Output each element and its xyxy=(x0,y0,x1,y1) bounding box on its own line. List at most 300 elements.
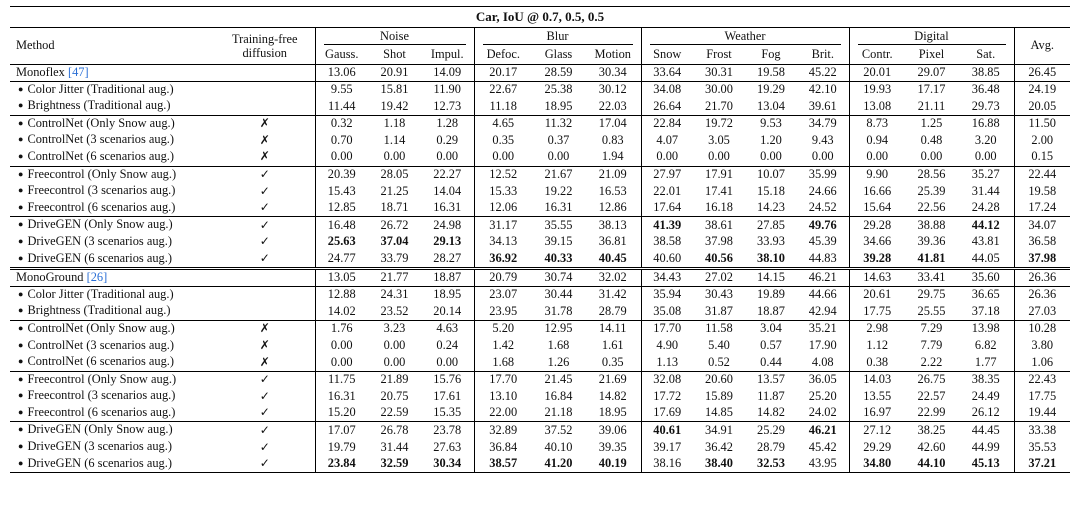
value-cell: 1.94 xyxy=(601,149,624,164)
value-cell: 9.90 xyxy=(849,166,905,183)
value-cell: 27.02 xyxy=(693,269,745,287)
value-cell: 21.09 xyxy=(585,166,641,183)
value-cell: 32.59 xyxy=(368,456,421,473)
value-cell: 2.98 xyxy=(849,320,905,337)
value-cell: 13.04 xyxy=(757,98,785,113)
value-cell: 41.20 xyxy=(532,456,585,473)
value-cell: 17.41 xyxy=(705,183,733,198)
value-cell: 36.65 xyxy=(958,286,1014,303)
value-cell: 29.28 xyxy=(849,217,905,234)
value-cell: 18.95 xyxy=(421,286,474,303)
value-cell: 0.35 xyxy=(474,132,532,149)
value-cell: 30.12 xyxy=(585,81,641,98)
bullet-icon: ● xyxy=(18,356,24,367)
column-header: Motion xyxy=(585,46,641,65)
value-cell: 31.78 xyxy=(544,303,573,318)
value-cell: 34.43 xyxy=(641,269,693,287)
method-name xyxy=(10,132,215,149)
base-method-row xyxy=(10,269,1070,287)
value-cell: 38.61 xyxy=(693,217,745,234)
table-row xyxy=(10,217,1070,234)
value-cell: 42.94 xyxy=(808,303,837,318)
value-cell: 35.99 xyxy=(797,166,849,183)
value-cell: 28.56 xyxy=(905,166,958,183)
bullet-icon: ● xyxy=(18,235,24,246)
cross-icon: ✗ xyxy=(259,149,270,164)
method-name xyxy=(10,371,215,388)
value-cell: 27.63 xyxy=(433,439,462,454)
bullet-icon: ● xyxy=(18,339,24,350)
value-cell: 22.56 xyxy=(917,200,946,215)
value-cell: 31.87 xyxy=(705,303,733,318)
value-cell: 5.20 xyxy=(474,320,532,337)
value-cell: 33.41 xyxy=(905,269,958,287)
value-cell: 22.44 xyxy=(1014,166,1070,183)
table-row xyxy=(10,320,1070,337)
cross-icon: ✗ xyxy=(215,115,315,132)
value-cell: 20.61 xyxy=(849,286,905,303)
value-cell: 11.32 xyxy=(532,115,585,132)
column-header: Gauss. xyxy=(315,46,368,65)
value-cell: 5.40 xyxy=(708,338,730,352)
method-label: Monoflex xyxy=(16,65,65,79)
value-cell: 21.25 xyxy=(380,183,409,198)
value-cell: 39.15 xyxy=(544,234,573,249)
value-cell: 10.28 xyxy=(1014,320,1070,337)
table-row xyxy=(10,98,1070,115)
check-icon: ✓ xyxy=(215,166,315,183)
bullet-icon: ● xyxy=(18,457,24,468)
value-cell: 30.74 xyxy=(532,269,585,287)
value-cell: 31.44 xyxy=(971,183,1000,198)
value-cell: 22.00 xyxy=(474,405,532,422)
column-header: Frost xyxy=(693,46,745,65)
value-cell: 0.00 xyxy=(920,149,943,164)
citation-link[interactable]: [26] xyxy=(86,270,108,285)
value-cell: 29.29 xyxy=(849,439,905,456)
value-cell: 37.98 xyxy=(705,234,733,249)
value-cell: 39.17 xyxy=(641,439,693,456)
table-row xyxy=(10,81,1070,98)
value-cell: 29.07 xyxy=(905,65,958,82)
value-cell: 15.35 xyxy=(433,405,462,420)
table-row xyxy=(10,166,1070,183)
check-icon: ✓ xyxy=(259,234,270,249)
value-cell: 0.00 xyxy=(315,338,368,355)
value-cell: 21.69 xyxy=(585,371,641,388)
value-cell: 25.38 xyxy=(532,81,585,98)
value-cell: 28.27 xyxy=(433,251,462,266)
value-cell: 20.39 xyxy=(315,166,368,183)
value-cell: 24.49 xyxy=(971,388,1000,403)
value-cell: 37.52 xyxy=(532,422,585,439)
method-label: ControlNet (3 scenarios aug.) xyxy=(27,337,175,352)
value-cell: 22.57 xyxy=(917,388,946,403)
value-cell: 33.64 xyxy=(641,65,693,82)
value-cell: 44.05 xyxy=(971,251,1000,266)
value-cell: 0.00 xyxy=(436,354,459,369)
value-cell: 36.92 xyxy=(474,251,532,269)
cross-icon: ✗ xyxy=(259,338,270,352)
table-row xyxy=(10,251,1070,269)
training-free-cell xyxy=(215,303,315,320)
value-cell: 17.17 xyxy=(905,81,958,98)
value-cell: 24.31 xyxy=(368,286,421,303)
method-label: Brightness (Traditional aug.) xyxy=(27,98,171,113)
method-label: Color Jitter (Traditional aug.) xyxy=(27,286,174,301)
value-cell: 7.29 xyxy=(905,320,958,337)
value-cell: 0.00 xyxy=(383,338,406,352)
method-name xyxy=(10,234,215,251)
value-cell: 0.00 xyxy=(849,149,905,166)
value-cell: 24.19 xyxy=(1014,81,1070,98)
check-icon: ✓ xyxy=(215,217,315,234)
value-cell: 40.33 xyxy=(544,251,573,266)
value-cell: 27.03 xyxy=(1014,303,1070,320)
value-cell: 15.64 xyxy=(849,200,905,217)
value-cell: 22.59 xyxy=(380,405,409,420)
value-cell: 19.58 xyxy=(1014,183,1070,200)
value-cell: 3.23 xyxy=(368,320,421,337)
value-cell: 12.85 xyxy=(315,200,368,217)
value-cell: 1.68 xyxy=(547,338,570,352)
value-cell: 11.44 xyxy=(315,98,368,115)
value-cell: 13.10 xyxy=(474,388,532,405)
value-cell: 16.18 xyxy=(705,200,733,215)
value-cell: 44.83 xyxy=(808,251,837,266)
value-cell: 14.63 xyxy=(849,269,905,287)
value-cell: 23.78 xyxy=(421,422,474,439)
bullet-icon: ● xyxy=(18,150,24,161)
value-cell: 12.06 xyxy=(474,200,532,217)
value-cell: 40.60 xyxy=(641,251,693,269)
value-cell: 1.06 xyxy=(1014,354,1070,371)
value-cell: 19.79 xyxy=(315,439,368,456)
value-cell: 19.58 xyxy=(745,65,797,82)
value-cell: 41.81 xyxy=(917,251,946,266)
value-cell: 0.70 xyxy=(315,132,368,149)
value-cell: 40.19 xyxy=(585,456,641,473)
value-cell: 38.88 xyxy=(905,217,958,234)
method-label: DriveGEN (Only Snow aug.) xyxy=(27,217,173,232)
value-cell: 11.58 xyxy=(693,320,745,337)
value-cell: 12.86 xyxy=(598,200,627,215)
check-icon: ✓ xyxy=(215,456,315,473)
check-icon: ✓ xyxy=(259,439,270,454)
value-cell: 13.55 xyxy=(849,388,905,405)
value-cell: 38.35 xyxy=(958,371,1014,388)
method-name xyxy=(10,200,215,217)
value-cell: 41.39 xyxy=(641,217,693,234)
value-cell: 21.18 xyxy=(544,405,573,420)
value-cell: 17.70 xyxy=(474,371,532,388)
value-cell: 4.07 xyxy=(641,132,693,149)
value-cell: 1.42 xyxy=(474,338,532,355)
check-icon: ✓ xyxy=(259,200,270,215)
value-cell: 37.04 xyxy=(380,234,409,249)
method-name xyxy=(10,286,215,303)
check-icon: ✓ xyxy=(259,388,270,403)
value-cell: 32.89 xyxy=(474,422,532,439)
value-cell: 21.11 xyxy=(917,98,946,113)
value-cell: 19.22 xyxy=(544,183,573,198)
value-cell: 18.95 xyxy=(544,98,573,113)
value-cell: 16.48 xyxy=(315,217,368,234)
value-cell: 34.91 xyxy=(693,422,745,439)
table-row xyxy=(10,234,1070,251)
value-cell: 36.48 xyxy=(958,81,1014,98)
value-cell: 17.75 xyxy=(849,303,905,320)
bullet-icon: ● xyxy=(18,322,24,333)
value-cell: 24.98 xyxy=(421,217,474,234)
value-cell: 0.94 xyxy=(849,132,905,149)
value-cell: 44.10 xyxy=(905,456,958,473)
value-cell: 16.31 xyxy=(544,200,573,215)
check-icon: ✓ xyxy=(215,371,315,388)
training-free-cell xyxy=(215,65,315,82)
value-cell: 26.75 xyxy=(905,371,958,388)
value-cell: 16.84 xyxy=(544,388,573,403)
value-cell: 35.60 xyxy=(958,269,1014,287)
value-cell: 45.42 xyxy=(808,439,837,454)
value-cell: 35.08 xyxy=(641,303,693,320)
avg-header: Avg. xyxy=(1014,28,1070,65)
column-header: Impul. xyxy=(421,46,474,65)
value-cell: 0.00 xyxy=(974,149,997,164)
column-header: Defoc. xyxy=(474,46,532,65)
table-row xyxy=(10,286,1070,303)
method-label: Freecontrol (Only Snow aug.) xyxy=(27,166,177,181)
value-cell: 18.87 xyxy=(421,269,474,287)
method-name xyxy=(10,338,215,355)
bullet-icon: ● xyxy=(18,100,24,111)
value-cell: 29.73 xyxy=(971,98,1000,113)
value-cell: 32.53 xyxy=(745,456,797,473)
column-header: Contr. xyxy=(849,46,905,65)
value-cell: 32.08 xyxy=(641,371,693,388)
value-cell: 43.81 xyxy=(971,234,1000,249)
value-cell: 44.12 xyxy=(958,217,1014,234)
value-cell: 28.59 xyxy=(532,65,585,82)
bullet-icon: ● xyxy=(18,288,24,299)
method-name xyxy=(10,439,215,456)
value-cell: 29.75 xyxy=(905,286,958,303)
value-cell: 43.95 xyxy=(797,456,849,473)
value-cell: 0.48 xyxy=(920,132,943,147)
bullet-icon: ● xyxy=(18,201,24,212)
method-name xyxy=(10,115,215,132)
bullet-icon: ● xyxy=(18,441,24,452)
value-cell: 12.88 xyxy=(315,286,368,303)
table-row xyxy=(10,183,1070,200)
value-cell: 30.44 xyxy=(532,286,585,303)
method-name xyxy=(10,422,215,439)
value-cell: 9.43 xyxy=(811,132,834,147)
value-cell: 39.35 xyxy=(598,439,627,454)
check-icon: ✓ xyxy=(259,183,270,198)
value-cell: 26.72 xyxy=(368,217,421,234)
table-row xyxy=(10,338,1070,355)
value-cell: 14.15 xyxy=(745,269,797,287)
method-header: Method xyxy=(10,28,215,65)
bullet-icon: ● xyxy=(18,134,24,145)
value-cell: 15.18 xyxy=(757,183,785,198)
value-cell: 17.04 xyxy=(585,115,641,132)
value-cell: 23.95 xyxy=(474,303,532,320)
value-cell: 31.17 xyxy=(474,217,532,234)
value-cell: 3.20 xyxy=(974,132,997,147)
value-cell: 27.85 xyxy=(745,217,797,234)
method-label: DriveGEN (6 scenarios aug.) xyxy=(27,455,172,470)
method-label: ControlNet (Only Snow aug.) xyxy=(27,115,175,130)
method-name xyxy=(10,98,215,115)
method-label: Freecontrol (6 scenarios aug.) xyxy=(27,199,176,214)
value-cell: 14.09 xyxy=(421,65,474,82)
value-cell: 16.88 xyxy=(958,115,1014,132)
value-cell: 35.21 xyxy=(797,320,849,337)
column-header: Snow xyxy=(641,46,693,65)
value-cell: 39.61 xyxy=(808,98,837,113)
value-cell: 17.75 xyxy=(1014,388,1070,405)
table-row xyxy=(10,132,1070,149)
value-cell: 35.53 xyxy=(1014,439,1070,456)
value-cell: 22.27 xyxy=(421,166,474,183)
table-row xyxy=(10,200,1070,217)
citation-link[interactable]: [47] xyxy=(67,65,89,79)
value-cell: 0.35 xyxy=(601,354,624,369)
value-cell: 17.72 xyxy=(641,388,693,405)
value-cell: 0.00 xyxy=(547,149,570,164)
value-cell: 15.81 xyxy=(368,81,421,98)
method-label: ControlNet (Only Snow aug.) xyxy=(27,320,175,335)
value-cell: 4.08 xyxy=(811,354,834,369)
value-cell: 40.45 xyxy=(598,251,627,266)
value-cell: 17.69 xyxy=(641,405,693,422)
value-cell: 36.42 xyxy=(705,439,733,454)
value-cell: 46.21 xyxy=(797,269,849,287)
method-name xyxy=(10,354,215,371)
value-cell: 31.44 xyxy=(380,439,409,454)
value-cell: 17.91 xyxy=(693,166,745,183)
value-cell: 23.52 xyxy=(380,303,409,318)
value-cell: 17.61 xyxy=(433,388,462,403)
method-label: MonoGround xyxy=(16,270,84,285)
method-name xyxy=(10,456,215,473)
value-cell: 20.01 xyxy=(849,65,905,82)
value-cell: 42.10 xyxy=(797,81,849,98)
method-label: ControlNet (6 scenarios aug.) xyxy=(27,354,175,369)
value-cell: 1.12 xyxy=(849,338,905,355)
value-cell: 0.38 xyxy=(849,354,905,371)
method-name xyxy=(10,251,215,269)
value-cell: 4.90 xyxy=(641,338,693,355)
value-cell: 21.77 xyxy=(368,269,421,287)
value-cell: 19.89 xyxy=(745,286,797,303)
value-cell: 20.75 xyxy=(380,388,409,403)
method-name xyxy=(10,81,215,98)
value-cell: 38.57 xyxy=(474,456,532,473)
value-cell: 6.82 xyxy=(974,338,997,352)
value-cell: 0.00 xyxy=(708,149,730,164)
column-header: Pixel xyxy=(905,46,958,65)
value-cell: 21.89 xyxy=(368,371,421,388)
value-cell: 38.25 xyxy=(905,422,958,439)
value-cell: 13.98 xyxy=(958,320,1014,337)
value-cell: 0.00 xyxy=(436,149,459,164)
value-cell: 0.00 xyxy=(383,149,406,164)
value-cell: 0.00 xyxy=(315,149,368,166)
table-row xyxy=(10,303,1070,320)
value-cell: 19.93 xyxy=(849,81,905,98)
value-cell: 44.99 xyxy=(971,439,1000,454)
value-cell: 29.13 xyxy=(433,234,462,249)
value-cell: 14.11 xyxy=(585,320,641,337)
value-cell: 18.95 xyxy=(598,405,627,420)
value-cell: 38.13 xyxy=(585,217,641,234)
method-label: Brightness (Traditional aug.) xyxy=(27,303,171,318)
value-cell: 19.29 xyxy=(745,81,797,98)
value-cell: 21.70 xyxy=(705,98,733,113)
value-cell: 25.39 xyxy=(917,183,946,198)
value-cell: 34.07 xyxy=(1014,217,1070,234)
table-row xyxy=(10,115,1070,132)
value-cell: 13.57 xyxy=(745,371,797,388)
value-cell: 17.70 xyxy=(641,320,693,337)
value-cell: 20.17 xyxy=(474,65,532,82)
value-cell: 20.05 xyxy=(1014,98,1070,115)
bullet-icon: ● xyxy=(18,185,24,196)
value-cell: 14.04 xyxy=(433,183,462,198)
value-cell: 42.60 xyxy=(917,439,946,454)
table-row xyxy=(10,149,1070,166)
value-cell: 0.32 xyxy=(315,115,368,132)
group-weather: Weather xyxy=(641,28,849,47)
table-row xyxy=(10,388,1070,405)
training-free-cell xyxy=(215,286,315,303)
value-cell: 1.20 xyxy=(760,132,782,147)
bullet-icon: ● xyxy=(18,83,24,94)
value-cell: 30.34 xyxy=(585,65,641,82)
method-name xyxy=(10,320,215,337)
column-header: Sat. xyxy=(958,46,1014,65)
value-cell: 0.00 xyxy=(811,149,834,164)
value-cell: 30.31 xyxy=(693,65,745,82)
value-cell: 8.73 xyxy=(849,115,905,132)
value-cell: 26.36 xyxy=(1014,286,1070,303)
value-cell: 0.57 xyxy=(760,338,782,352)
value-cell: 34.80 xyxy=(849,456,905,473)
check-icon: ✓ xyxy=(215,422,315,439)
group-blur: Blur xyxy=(474,28,641,47)
bullet-icon: ● xyxy=(18,406,24,417)
value-cell: 11.87 xyxy=(757,388,785,403)
value-cell: 1.18 xyxy=(368,115,421,132)
column-header: Brit. xyxy=(797,46,849,65)
value-cell: 3.80 xyxy=(1014,338,1070,355)
value-cell: 17.07 xyxy=(315,422,368,439)
value-cell: 12.95 xyxy=(532,320,585,337)
value-cell: 37.98 xyxy=(1014,251,1070,269)
value-cell: 14.03 xyxy=(849,371,905,388)
base-method-name xyxy=(10,269,215,287)
value-cell: 26.36 xyxy=(1014,269,1070,287)
value-cell: 0.00 xyxy=(641,149,693,166)
value-cell: 16.97 xyxy=(849,405,905,422)
value-cell: 2.00 xyxy=(1014,132,1070,149)
method-label: Freecontrol (Only Snow aug.) xyxy=(27,371,177,386)
value-cell: 17.24 xyxy=(1014,200,1070,217)
value-cell: 36.05 xyxy=(797,371,849,388)
